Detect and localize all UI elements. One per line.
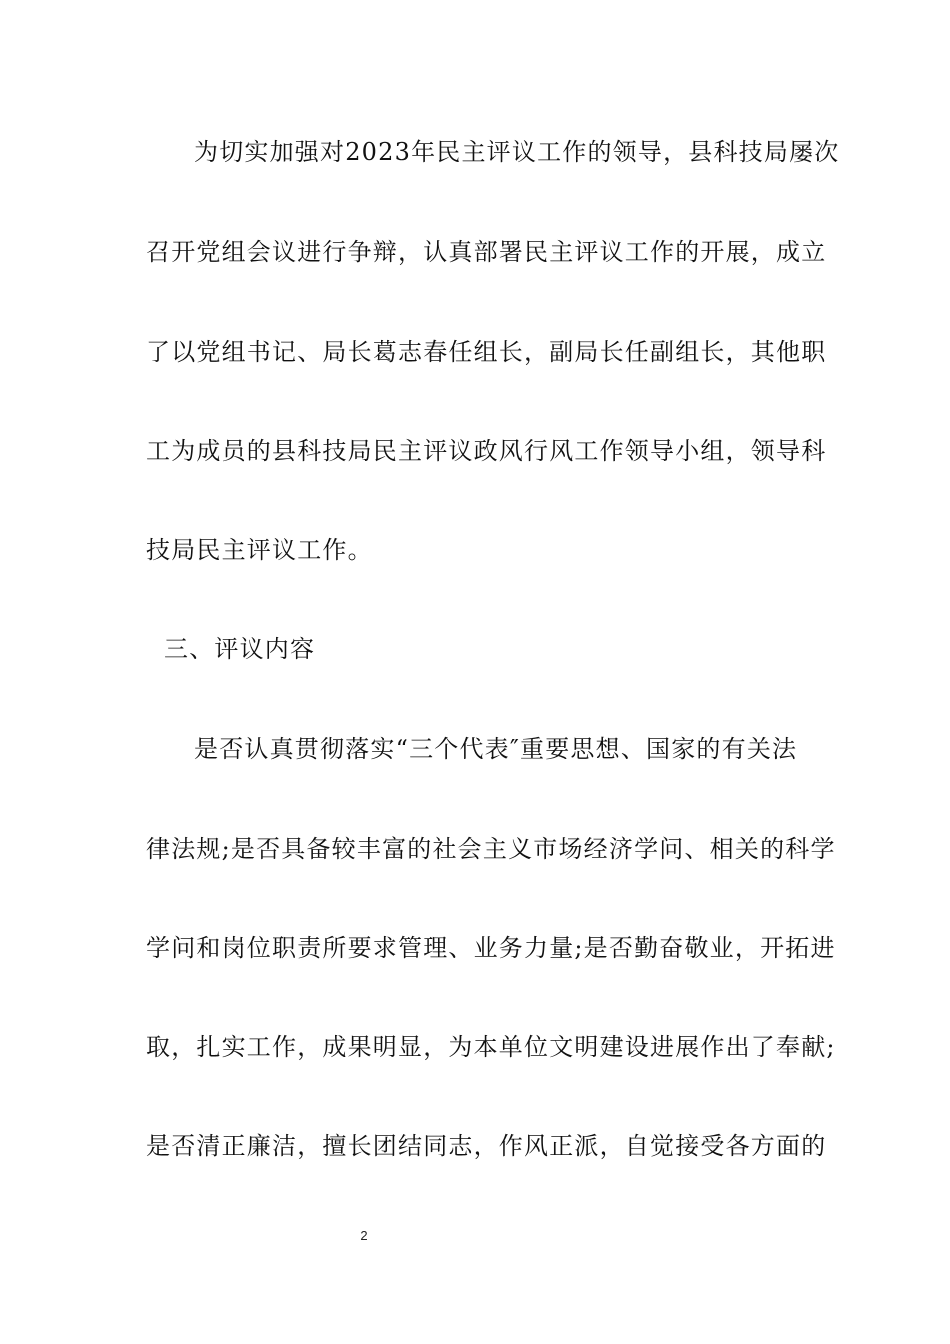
paragraph-2-line-3: 学问和岗位职责所要求管理、业务力量;是否勤奋敬业，开拓进	[146, 934, 836, 962]
paragraph-1-line-2: 召开党组会议进行争辩，认真部署民主评议工作的开展，成立	[146, 238, 827, 266]
paragraph-2-line-2: 律法规;是否具备较丰富的社会主义市场经济学问、相关的科学	[146, 835, 836, 863]
paragraph-2-line-5: 是否清正廉洁，擅长团结同志，作风正派，自觉接受各方面的	[146, 1132, 827, 1160]
page-number: 2	[360, 1228, 368, 1243]
paragraph-2-line-1: 是否认真贯彻落实“三个代表″重要思想、国家的有关法	[194, 735, 798, 763]
paragraph-1-line-5: 技局民主评议工作。	[146, 536, 373, 564]
paragraph-1-line-3: 了以党组书记、局长葛志春任组长，副局长任副组长，其他职	[146, 338, 827, 366]
paragraph-1-line-4: 工为成员的县科技局民主评议政风行风工作领导小组，领导科	[146, 437, 827, 465]
section-heading: 三、评议内容	[164, 635, 316, 663]
paragraph-1-line-1: 为切实加强对2023年民主评议工作的领导，县科技局屡次	[194, 138, 840, 166]
paragraph-2-line-4: 取，扎实工作，成果明显，为本单位文明建设进展作出了奉献;	[146, 1033, 836, 1061]
